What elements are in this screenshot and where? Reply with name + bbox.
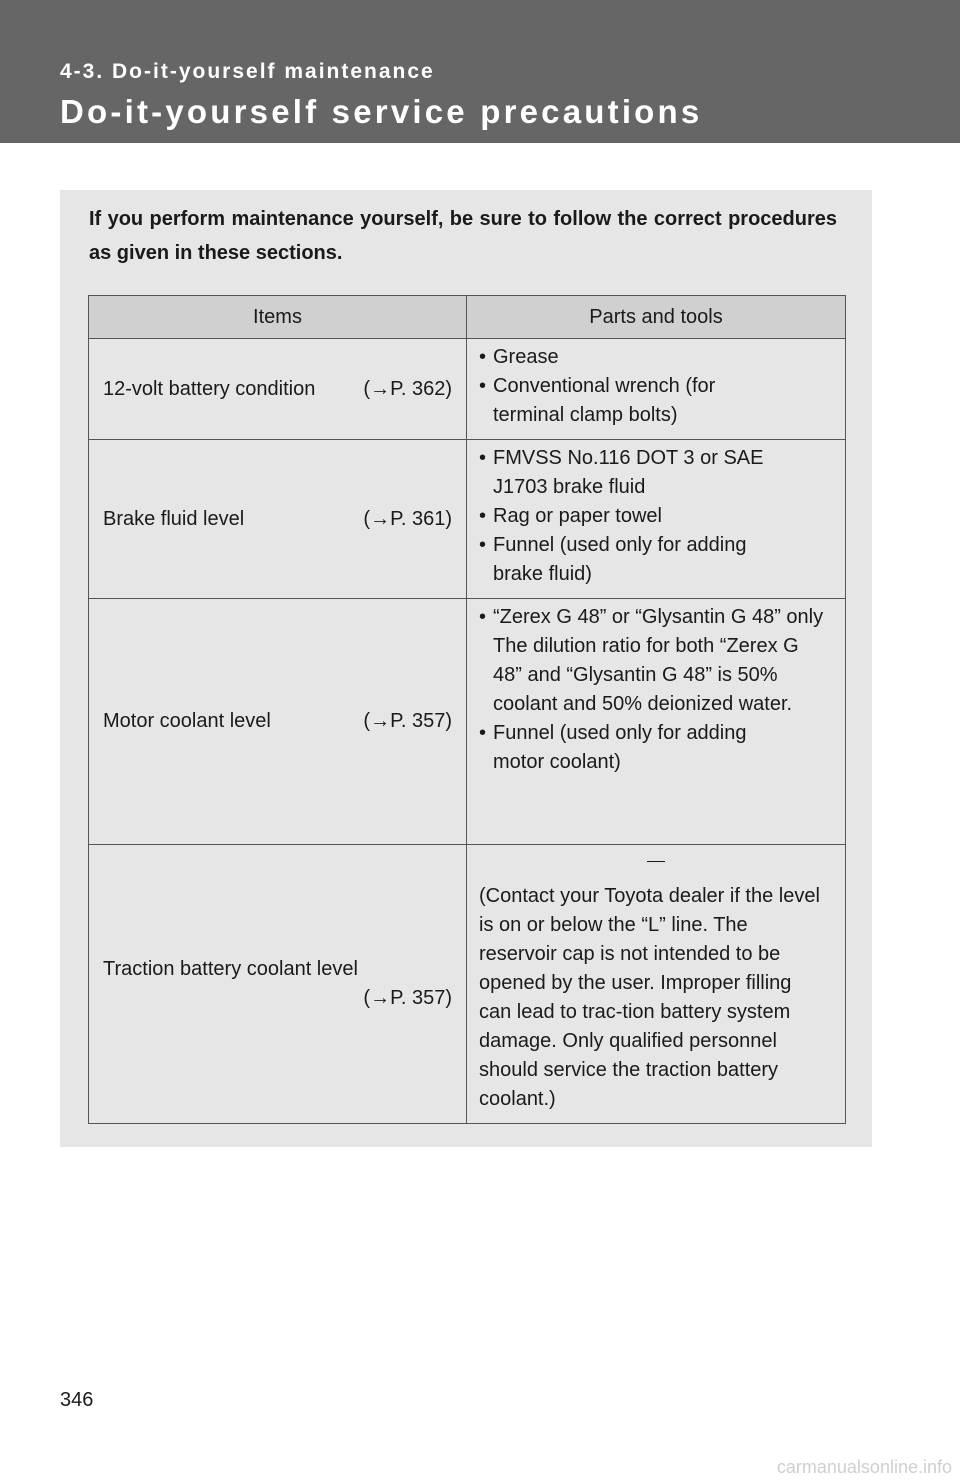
page-title: Do-it-yourself service precautions — [60, 93, 703, 130]
item-name: 12-volt battery condition — [103, 377, 316, 400]
item-cell — [89, 339, 467, 440]
watermark: carmanualsonline.info — [776, 1457, 952, 1477]
parts-note: (Contact your Toyota dealer if the level is on or below the “L” line. The reservoir cap is not intended to be opened by the user. Improper filling can lead to trac-tion battery system damage. Only qualified personnel should service the traction battery coolant.) — [479, 885, 820, 1110]
intro-text: If you perform maintenance yourself, be sure to follow the correct procedures as given in these sections. — [89, 208, 837, 264]
page-number: 346 — [60, 1389, 94, 1411]
section-label: 4-3. Do-it-yourself maintenance — [60, 60, 435, 83]
parts-cell — [467, 339, 846, 440]
maintenance-table — [88, 295, 846, 1124]
page-reference: (→P. 361) — [363, 507, 452, 530]
parts-list-item: • Conventional wrench (for terminal clamp bolts) — [479, 372, 733, 430]
item-cell — [89, 599, 467, 845]
table-row — [89, 845, 846, 1124]
parts-list-item: • Funnel (used only for adding motor coolant) — [479, 719, 798, 777]
page-reference: (→P. 357) — [363, 710, 452, 732]
column-header-items: Items — [89, 296, 467, 339]
item-name: Motor coolant level — [103, 710, 271, 732]
page-reference: (→P. 357) — [363, 987, 452, 1009]
parts-list-item: • FMVSS No.116 DOT 3 or SAE J1703 brake fluid — [479, 444, 813, 502]
parts-list-item: • Funnel (used only for adding brake fluid) — [479, 531, 793, 589]
parts-cell — [467, 845, 846, 1124]
parts-list-item: • Grease — [479, 343, 833, 372]
parts-cell — [467, 599, 846, 845]
item-name: Brake fluid level — [103, 507, 245, 530]
item-cell — [89, 845, 467, 1124]
column-header-parts: Parts and tools — [467, 296, 846, 339]
table-row — [89, 440, 846, 599]
parts-list-item: • Rag or paper towel — [479, 502, 833, 531]
parts-list-item: • “Zerex G 48” or “Glysantin G 48” only The dilution ratio for both “Zerex G 48” and “Glysantin G 48” is 50% coolant and 50% deionized water. — [479, 603, 828, 719]
table-row — [89, 599, 846, 845]
item-cell — [89, 440, 467, 599]
item-name: Traction battery coolant level — [103, 958, 358, 980]
table-row — [89, 339, 846, 440]
page-reference: (→P. 362) — [363, 377, 452, 400]
parts-cell — [467, 440, 846, 599]
table-header-row — [89, 296, 846, 339]
not-applicable-dash — [647, 861, 665, 862]
chapter-header — [0, 0, 960, 143]
